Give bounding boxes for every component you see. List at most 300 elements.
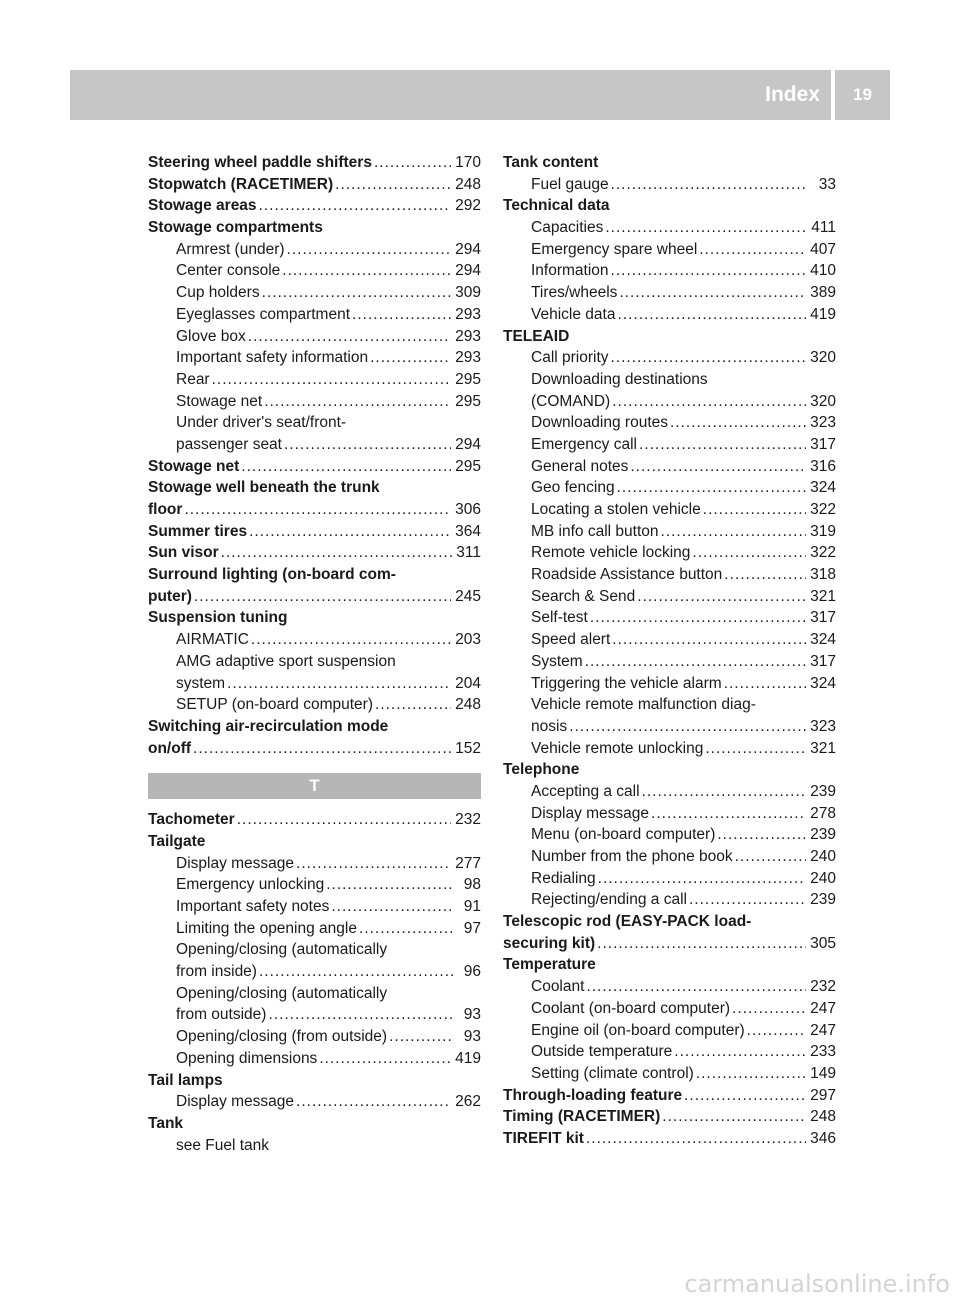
index-subentry-text xyxy=(148,939,481,961)
dot-leader xyxy=(287,239,452,261)
index-term: Call priority xyxy=(531,349,609,367)
page-ref: 419 xyxy=(455,1049,481,1067)
index-term: Roadside Assistance button xyxy=(531,566,723,584)
index-term: Stowage net xyxy=(148,457,240,475)
page-ref: 294 xyxy=(455,435,481,453)
page-ref: 247 xyxy=(810,999,836,1017)
index-subentry xyxy=(503,391,836,413)
dot-leader xyxy=(612,391,806,413)
dot-leader xyxy=(617,304,806,326)
index-term: Coolant (on-board computer) xyxy=(531,999,731,1017)
page-ref: 293 xyxy=(455,327,481,345)
index-term: Downloading destinations xyxy=(531,370,708,388)
dot-leader xyxy=(651,803,806,825)
index-subentry xyxy=(148,1026,481,1048)
index-heading xyxy=(148,831,481,853)
page-ref: 321 xyxy=(810,587,836,605)
index-heading xyxy=(148,716,481,738)
dot-leader xyxy=(319,1048,451,1070)
index-term: Coolant xyxy=(531,978,585,996)
dot-leader xyxy=(670,412,806,434)
dot-leader xyxy=(268,1004,453,1026)
index-subentry xyxy=(503,521,836,543)
dot-leader xyxy=(597,933,806,955)
page-ref: 309 xyxy=(455,284,481,302)
index-term: General notes xyxy=(531,457,629,475)
dot-leader xyxy=(282,260,451,282)
page-ref: 240 xyxy=(810,848,836,865)
index-term: Tachometer xyxy=(148,811,235,829)
index-column-right xyxy=(503,152,836,1150)
dot-leader xyxy=(684,1085,806,1107)
dot-leader xyxy=(335,174,451,196)
index-subentry xyxy=(503,304,836,326)
index-term: Telephone xyxy=(503,761,580,779)
index-term: Tailgate xyxy=(148,832,206,850)
dot-leader xyxy=(249,521,451,543)
index-entry xyxy=(148,152,481,174)
page-ref: 407 xyxy=(810,240,836,258)
index-subentry xyxy=(503,673,836,695)
page-ref: 247 xyxy=(810,1021,836,1039)
index-subentry xyxy=(503,976,836,998)
dot-leader xyxy=(692,542,806,564)
dot-leader xyxy=(586,976,806,998)
dot-leader xyxy=(284,434,451,456)
index-entry xyxy=(148,586,481,608)
dot-leader xyxy=(619,282,806,304)
index-subentry-text xyxy=(148,651,481,673)
dot-leader xyxy=(251,629,451,651)
index-subentry xyxy=(503,434,836,456)
page-ref: 239 xyxy=(810,826,836,844)
page-ref: 320 xyxy=(810,392,836,410)
page-ref: 316 xyxy=(810,457,836,475)
index-term: nosis xyxy=(531,717,568,735)
dot-leader xyxy=(296,853,451,875)
dot-leader xyxy=(590,607,806,629)
page-ref: 419 xyxy=(810,305,836,323)
dot-leader xyxy=(237,809,451,831)
index-subentry xyxy=(503,412,836,434)
dot-leader xyxy=(331,896,453,918)
page-ref: 240 xyxy=(810,869,836,887)
page-ref: 239 xyxy=(810,782,836,800)
dot-leader xyxy=(227,673,451,695)
dot-leader xyxy=(264,391,451,413)
dot-leader xyxy=(717,824,806,846)
index-subentry xyxy=(148,369,481,391)
dot-leader xyxy=(699,239,806,261)
dot-leader xyxy=(193,738,451,760)
index-term: TELEAID xyxy=(503,327,570,345)
index-subentry xyxy=(148,1091,481,1113)
index-subentry xyxy=(503,868,836,890)
index-subentry xyxy=(148,874,481,896)
dot-leader xyxy=(662,1106,806,1128)
page-ref: 411 xyxy=(811,219,836,237)
index-subentry xyxy=(148,239,481,261)
index-term: Engine oil (on-board computer) xyxy=(531,1021,745,1039)
index-term: from inside) xyxy=(176,963,257,981)
dot-leader xyxy=(212,369,452,391)
index-term: Steering wheel paddle shifters xyxy=(148,154,372,171)
index-term: Emergency call xyxy=(531,435,637,453)
dot-leader xyxy=(375,694,451,716)
index-subentry-text xyxy=(148,1135,481,1157)
page-ref: 321 xyxy=(810,739,836,757)
page-ref: 295 xyxy=(455,370,481,388)
dot-leader xyxy=(661,521,807,543)
index-term: Technical data xyxy=(503,197,610,215)
index-entry xyxy=(503,933,836,955)
index-subentry xyxy=(503,456,836,478)
index-subentry xyxy=(503,260,836,282)
index-term: Stowage compartments xyxy=(148,219,323,237)
index-subentry xyxy=(503,629,836,651)
section-letter: T xyxy=(309,776,320,796)
index-term: Capacities xyxy=(531,219,604,237)
index-entry xyxy=(148,809,481,831)
page-ref: 277 xyxy=(455,854,481,872)
dot-leader xyxy=(642,781,807,803)
index-subentry xyxy=(148,673,481,695)
page-ref: 203 xyxy=(455,631,481,649)
dot-leader xyxy=(611,347,807,369)
dot-leader xyxy=(370,347,451,369)
index-subentry xyxy=(148,961,481,983)
index-term: Speed alert xyxy=(531,631,611,649)
index-subentry xyxy=(503,889,836,911)
index-term: Cup holders xyxy=(176,284,260,302)
index-subentry xyxy=(148,918,481,940)
index-heading xyxy=(503,759,836,781)
index-subentry xyxy=(148,326,481,348)
index-term: Under driver's seat/front- xyxy=(176,414,347,432)
page-ref: 389 xyxy=(810,284,836,302)
page-ref: 248 xyxy=(455,696,481,714)
index-term: Display message xyxy=(176,1093,295,1111)
index-subentry xyxy=(503,282,836,304)
dot-leader xyxy=(221,542,453,564)
dot-leader xyxy=(617,477,807,499)
page-ref: 295 xyxy=(455,457,481,475)
index-subentry xyxy=(503,781,836,803)
index-subentry xyxy=(148,304,481,326)
index-term: Temperature xyxy=(503,956,596,974)
page-ref: 278 xyxy=(810,804,836,822)
index-term: Opening/closing (from outside) xyxy=(176,1028,388,1046)
index-term: Surround lighting (on-board com- xyxy=(148,566,396,584)
dot-leader xyxy=(630,456,806,478)
page-ref: 324 xyxy=(810,479,836,497)
index-term: Center console xyxy=(176,262,281,280)
index-subentry-text xyxy=(503,694,836,716)
index-term: Fuel gauge xyxy=(531,175,609,193)
page-ref: 204 xyxy=(455,674,481,692)
index-subentry xyxy=(503,239,836,261)
page-ref: 410 xyxy=(810,262,836,280)
dot-leader xyxy=(194,586,451,608)
index-term: Geo fencing xyxy=(531,479,615,497)
index-subentry xyxy=(148,434,481,456)
index-term: system xyxy=(176,674,226,692)
index-subentry xyxy=(503,542,836,564)
index-subentry xyxy=(148,391,481,413)
index-subentry xyxy=(503,347,836,369)
index-term: Tail lamps xyxy=(148,1071,223,1089)
index-term: Display message xyxy=(176,854,295,872)
index-term: Switching air-recirculation mode xyxy=(148,717,389,735)
index-term: Suspension tuning xyxy=(148,609,288,627)
page-ref: 152 xyxy=(455,739,481,757)
index-term: Rejecting/ending a call xyxy=(531,891,687,909)
index-subentry xyxy=(148,282,481,304)
index-term: Emergency spare wheel xyxy=(531,240,698,258)
index-term: Locating a stolen vehicle xyxy=(531,501,701,518)
index-block-t xyxy=(148,809,481,1156)
dot-leader xyxy=(259,961,453,983)
index-term: MB info call button xyxy=(531,522,659,540)
index-term: Limiting the opening angle xyxy=(176,919,357,937)
page-ref: 294 xyxy=(455,240,481,258)
page-number: 19 xyxy=(853,85,872,104)
page-ref: 292 xyxy=(455,197,481,215)
index-term: Glove box xyxy=(176,327,246,345)
page-ref: 318 xyxy=(810,566,836,584)
index-term: Information xyxy=(531,262,609,280)
index-subentry xyxy=(148,896,481,918)
index-subentry xyxy=(148,853,481,875)
index-heading xyxy=(148,477,481,499)
page-ref: 317 xyxy=(810,435,836,453)
index-term: Vehicle remote unlocking xyxy=(531,739,704,757)
dot-leader xyxy=(598,868,806,890)
dot-leader xyxy=(326,874,453,896)
page-ref: 33 xyxy=(818,175,836,193)
index-term: Search & Send xyxy=(531,587,636,605)
index-subentry xyxy=(503,738,836,760)
dot-leader xyxy=(732,998,806,1020)
index-subentry xyxy=(503,716,836,738)
dot-leader xyxy=(374,152,451,174)
section-letter-bar xyxy=(148,773,481,799)
index-subentry xyxy=(503,1041,836,1063)
dot-leader xyxy=(639,434,806,456)
index-term: securing kit) xyxy=(503,934,596,952)
index-term: AIRMATIC xyxy=(176,631,249,649)
dot-leader xyxy=(389,1026,453,1048)
dot-leader xyxy=(586,1128,806,1150)
dot-leader xyxy=(184,499,451,521)
index-term: SETUP (on-board computer) xyxy=(176,696,373,714)
index-term: Setting (climate control) xyxy=(531,1064,694,1082)
index-subentry-text xyxy=(148,983,481,1005)
index-term: Rear xyxy=(176,370,210,388)
index-term: Sun visor xyxy=(148,544,219,562)
page-ref: 322 xyxy=(810,544,836,562)
page-ref: 93 xyxy=(463,1006,481,1024)
page-ref: 323 xyxy=(810,717,836,735)
page-ref: 93 xyxy=(463,1028,481,1046)
index-term: Triggering the vehicle alarm xyxy=(531,674,722,692)
index-term: Opening/closing (automatically xyxy=(176,984,388,1002)
index-term: Self-test xyxy=(531,609,588,627)
page-ref: 96 xyxy=(463,963,481,981)
index-heading xyxy=(503,911,836,933)
index-subentry xyxy=(503,217,836,239)
index-term: Eyeglasses compartment xyxy=(176,305,351,323)
index-term: AMG adaptive sport suspension xyxy=(176,652,396,670)
page-ref: 232 xyxy=(455,811,481,829)
index-column-left xyxy=(148,152,481,1156)
page-ref: 233 xyxy=(810,1043,836,1061)
index-subentry xyxy=(148,1048,481,1070)
page-ref: 305 xyxy=(810,934,836,952)
index-heading xyxy=(148,1113,481,1135)
page-ref: 248 xyxy=(810,1108,836,1126)
index-subentry xyxy=(503,824,836,846)
dot-leader xyxy=(705,738,806,760)
index-term: Vehicle remote malfunction diag- xyxy=(531,696,756,714)
index-heading xyxy=(503,326,836,348)
dot-leader xyxy=(262,282,452,304)
index-term: Stowage well beneath the trunk xyxy=(148,479,380,497)
index-subentry xyxy=(503,607,836,629)
index-term: Accepting a call xyxy=(531,782,640,800)
page-ref: 317 xyxy=(810,609,836,627)
page-ref: 293 xyxy=(455,349,481,367)
index-term: (COMAND) xyxy=(531,392,611,410)
page-ref: 297 xyxy=(810,1086,836,1104)
page-ref: 322 xyxy=(810,501,836,518)
index-heading xyxy=(148,607,481,629)
page-ref: 364 xyxy=(455,522,481,540)
page-ref: 346 xyxy=(810,1129,836,1147)
dot-leader xyxy=(612,629,806,651)
index-term: Display message xyxy=(531,804,650,822)
page-ref: 149 xyxy=(810,1064,836,1082)
index-term: Summer tires xyxy=(148,522,248,540)
page-ref: 311 xyxy=(456,544,481,562)
page-ref: 245 xyxy=(455,587,481,605)
index-term: Outside temperature xyxy=(531,1043,673,1061)
index-subentry xyxy=(148,694,481,716)
page-ref: 98 xyxy=(463,876,481,894)
index-subentry xyxy=(503,651,836,673)
index-heading xyxy=(503,954,836,976)
index-term: Downloading routes xyxy=(531,414,669,432)
page-ref: 293 xyxy=(455,305,481,323)
index-heading xyxy=(503,195,836,217)
index-subentry-text xyxy=(148,412,481,434)
index-subentry xyxy=(148,629,481,651)
index-subentry xyxy=(503,499,836,521)
index-term: Opening/closing (automatically xyxy=(176,941,388,959)
page-ref: 295 xyxy=(455,392,481,410)
dot-leader xyxy=(735,846,807,868)
page-ref: 248 xyxy=(455,175,481,193)
page-ref: 320 xyxy=(810,349,836,367)
index-heading xyxy=(503,152,836,174)
page-ref: 324 xyxy=(810,631,836,649)
dot-leader xyxy=(703,499,806,521)
index-entry xyxy=(148,521,481,543)
dot-leader xyxy=(359,918,453,940)
index-term: Emergency unlocking xyxy=(176,876,325,894)
index-heading xyxy=(148,1070,481,1092)
index-entry xyxy=(503,1128,836,1150)
index-subentry-text xyxy=(503,369,836,391)
index-term: Stowage net xyxy=(176,392,263,410)
index-term: Timing (RACETIMER) xyxy=(503,1108,661,1126)
dot-leader xyxy=(724,564,806,586)
index-subentry xyxy=(503,564,836,586)
index-term: Tank content xyxy=(503,154,599,171)
section-title: Index xyxy=(765,83,820,106)
index-term: Opening dimensions xyxy=(176,1049,318,1067)
index-term: TIREFIT kit xyxy=(503,1129,584,1147)
dot-leader xyxy=(696,1063,806,1085)
index-term: Stowage areas xyxy=(148,197,257,215)
index-subentry xyxy=(148,1004,481,1026)
index-term: Vehicle data xyxy=(531,305,616,323)
watermark: carmanualsonline.info xyxy=(684,1270,950,1298)
index-entry xyxy=(148,174,481,196)
index-term: Important safety notes xyxy=(176,898,330,915)
index-term: puter) xyxy=(148,587,192,605)
index-term: Important safety information xyxy=(176,349,369,367)
index-subentry xyxy=(503,1063,836,1085)
index-term: Number from the phone book xyxy=(531,848,733,865)
index-subentry xyxy=(503,1020,836,1042)
index-subentry xyxy=(503,586,836,608)
index-subentry xyxy=(503,846,836,868)
dot-leader xyxy=(611,174,808,196)
dot-leader xyxy=(569,716,806,738)
page-ref: 97 xyxy=(463,919,481,937)
index-term: see Fuel tank xyxy=(176,1136,270,1154)
page-ref: 324 xyxy=(810,674,836,692)
dot-leader xyxy=(637,586,806,608)
page-ref: 319 xyxy=(810,522,836,540)
index-entry xyxy=(148,195,481,217)
index-subentry xyxy=(503,998,836,1020)
index-entry xyxy=(148,499,481,521)
index-entry xyxy=(503,1106,836,1128)
dot-leader xyxy=(296,1091,451,1113)
index-subentry xyxy=(503,174,836,196)
index-term: on/off xyxy=(148,739,192,757)
index-heading xyxy=(148,564,481,586)
index-term: Telescopic rod (EASY-PACK load- xyxy=(503,913,752,931)
page-ref: 317 xyxy=(810,652,836,670)
index-term: System xyxy=(531,652,583,670)
dot-leader xyxy=(605,217,807,239)
page-ref: 239 xyxy=(810,891,836,909)
dot-leader xyxy=(585,651,806,673)
index-entry xyxy=(148,738,481,760)
index-term: Menu (on-board computer) xyxy=(531,826,716,844)
index-subentry xyxy=(148,347,481,369)
dot-leader xyxy=(611,260,807,282)
page-ref: 294 xyxy=(455,262,481,280)
page-ref: 91 xyxy=(463,898,481,915)
index-term: from outside) xyxy=(176,1006,267,1024)
index-term: Remote vehicle locking xyxy=(531,544,691,562)
dot-leader xyxy=(689,889,806,911)
index-subentry xyxy=(148,260,481,282)
